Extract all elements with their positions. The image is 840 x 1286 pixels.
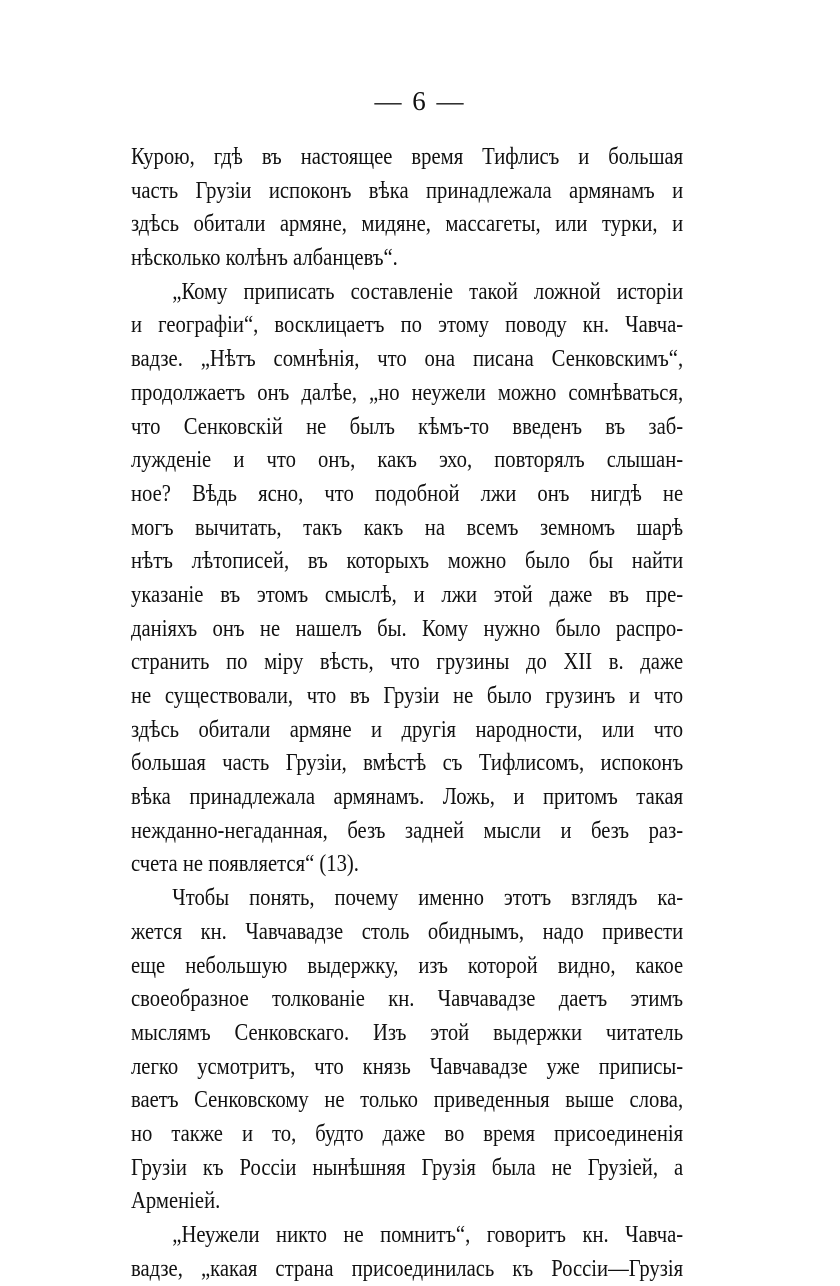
text-line: что Сенковскій не былъ кѣмъ-то введенъ въ заб-	[131, 413, 684, 440]
text-line: и географіи“, восклицаетъ по этому поводу кн. Чавча-	[131, 312, 684, 339]
page-number: — 6 —	[374, 86, 466, 116]
text-line: Грузіи къ Россіи нынѣшняя Грузія была не Грузіей, а	[131, 1154, 684, 1181]
text-line: не существовали, что въ Грузіи не было грузинъ и что	[131, 683, 684, 709]
text-line: Чтобы понять, почему именно этотъ взглядъ ка-	[172, 885, 684, 912]
text-line: мыслямъ Сенковскаго. Изъ этой выдержки читатель	[131, 1019, 684, 1046]
text-line: нѣтъ лѣтописей, въ которыхъ можно было бы найти	[131, 548, 684, 575]
text-line: жется кн. Чавчавадзе столь обиднымъ, надо привести	[131, 918, 684, 945]
text-line: „Неужели никто не помнитъ“, говоритъ кн. Чавча-	[172, 1222, 684, 1248]
text-line: счета не появляется“ (13).	[131, 851, 359, 878]
text-line: но также и то, будто даже во время присоединенія	[131, 1120, 684, 1147]
text-line: вѣка принадлежала армянамъ. Ложь, и притомъ такая	[131, 784, 684, 811]
text-line: часть Грузіи испоконъ вѣка принадлежала армянамъ и	[131, 177, 684, 204]
text-line: нежданно-негаданная, безъ задней мысли и безъ раз-	[131, 817, 684, 844]
text-line: продолжаетъ онъ далѣе, „но неужели можно сомнѣваться,	[131, 379, 684, 406]
text-line: легко усмотритъ, что князь Чавчавадзе уже приписы-	[131, 1053, 684, 1080]
text-line: ное? Вѣдь ясно, что подобной лжи онъ нигдѣ не	[131, 480, 684, 507]
text-line: „Кому приписать составленіе такой ложной исторіи	[172, 278, 684, 305]
text-line: большая часть Грузіи, вмѣстѣ съ Тифлисомъ, испоконъ	[131, 750, 684, 777]
text-line: лужденіе и что онъ, какъ эхо, повторялъ слышан-	[131, 447, 684, 474]
body-text	[131, 141, 683, 1286]
text-line: ваетъ Сенковскому не только приведенныя выше слова,	[131, 1087, 684, 1114]
text-line: еще небольшую выдержку, изъ которой видно, какое	[131, 952, 684, 979]
text-line: даніяхъ онъ не нашелъ бы. Кому нужно было распро-	[131, 615, 684, 642]
text-line: здѣсь обитали армяне и другія народности, или что	[131, 716, 684, 743]
text-line: вадзе. „Нѣтъ сомнѣнія, что она писана Сенковскимъ“,	[131, 346, 684, 373]
text-line: странить по міру вѣсть, что грузины до XII в. даже	[131, 649, 684, 676]
text-line: указаніе въ этомъ смыслѣ, и лжи этой даже въ пре-	[131, 581, 684, 608]
text-line: Арменіей.	[131, 1188, 221, 1215]
text-line: своеобразное толкованіе кн. Чавчавадзе даетъ этимъ	[131, 986, 684, 1013]
text-line: Курою, гдѣ въ настоящее время Тифлисъ и большая	[131, 144, 684, 170]
text-line: здѣсь обитали армяне, мидяне, массагеты, или турки, и	[131, 211, 684, 238]
text-line: вадзе, „какая страна присоединилась къ Россіи—Грузія	[131, 1255, 684, 1282]
text-line: могъ вычитать, такъ какъ на всемъ земномъ шарѣ	[131, 514, 684, 541]
text-line: нѣсколько колѣнъ албанцевъ“.	[131, 245, 398, 272]
